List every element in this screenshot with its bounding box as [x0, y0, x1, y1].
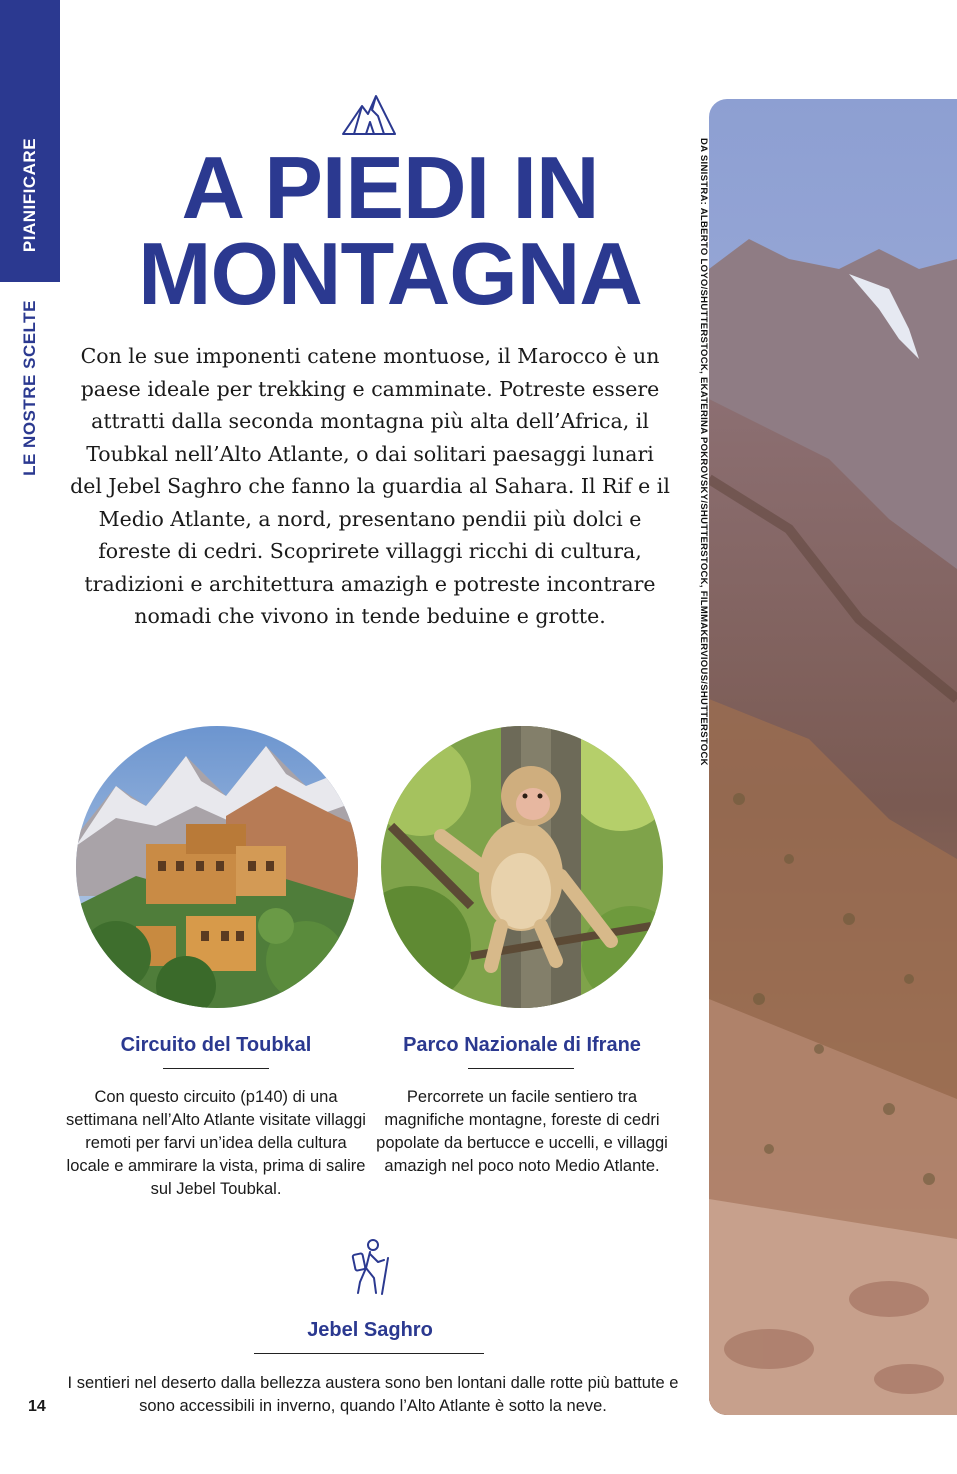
mountain-photo	[709, 99, 957, 1415]
ifrane-text: Percorrete un facile sentiero tra magnifiche montagne, foreste di cedri popolate da bertucce e uccelli, e villaggi amazigh nel poco noto Medio Atlante.	[376, 1088, 668, 1175]
toubkal-text: Con questo circuito (p140) di una settimana nell’Alto Atlante visitate villaggi remoti per farvi un’idea della cultura locale e ammirare la vista, prima di salire sul Jebel Toubkal.	[66, 1088, 366, 1198]
divider	[254, 1353, 484, 1354]
section-label: PIANIFICARE	[20, 137, 39, 253]
macaque-photo	[381, 726, 663, 1008]
saghro-text: I sentieri nel deserto dalla bellezza austera sono ben lontani dalle rotte più battute e sono accessibili in inverno, quando l’Alto Atlante è sotto la neve.	[67, 1374, 679, 1415]
divider	[468, 1068, 574, 1069]
mountain-icon	[340, 90, 398, 140]
ifrane-title: Parco Nazionale di Ifrane	[403, 1034, 641, 1056]
page-title	[90, 138, 690, 323]
photo-credits: DA SINISTRA: ALBERTO LOYO/SHUTTERSTOCK, EKATERINA POKROVSKY/SHUTTERSTOCK, FILMMAKERVIOUS/SHUTTERSTOCK	[698, 138, 709, 766]
subsection-label: LE NOSTRE SCELTE	[20, 300, 39, 476]
title-line-2: MONTAGNA	[138, 224, 642, 323]
divider	[163, 1068, 269, 1069]
toubkal-title: Circuito del Toubkal	[120, 1034, 312, 1056]
intro-paragraph: Con le sue imponenti catene montuose, il Marocco è un paese ideale per trekking e camminate. Potreste essere attratti dalla seconda montagna più alta dell’Africa, il Toubkal nell’Alto Atlante, o dai solitari paesaggi lunari del Jebel Saghro che fanno la guardia al Sahara. Il Rif e il Medio Atlante, a nord, presentano pendii più dolci e foreste di cedri. Scoprirete villaggi ricchi di cultura, tradizioni e architettura amazigh e potreste incontrare nomadi che vivono in tende beduine e grotte.	[70, 344, 670, 628]
toubkal-photo	[76, 726, 358, 1008]
hiker-icon	[346, 1238, 396, 1296]
title-line-1: A PIEDI IN	[181, 138, 599, 237]
page-number: 14	[28, 1398, 46, 1415]
saghro-title: Jebel Saghro	[307, 1319, 433, 1341]
